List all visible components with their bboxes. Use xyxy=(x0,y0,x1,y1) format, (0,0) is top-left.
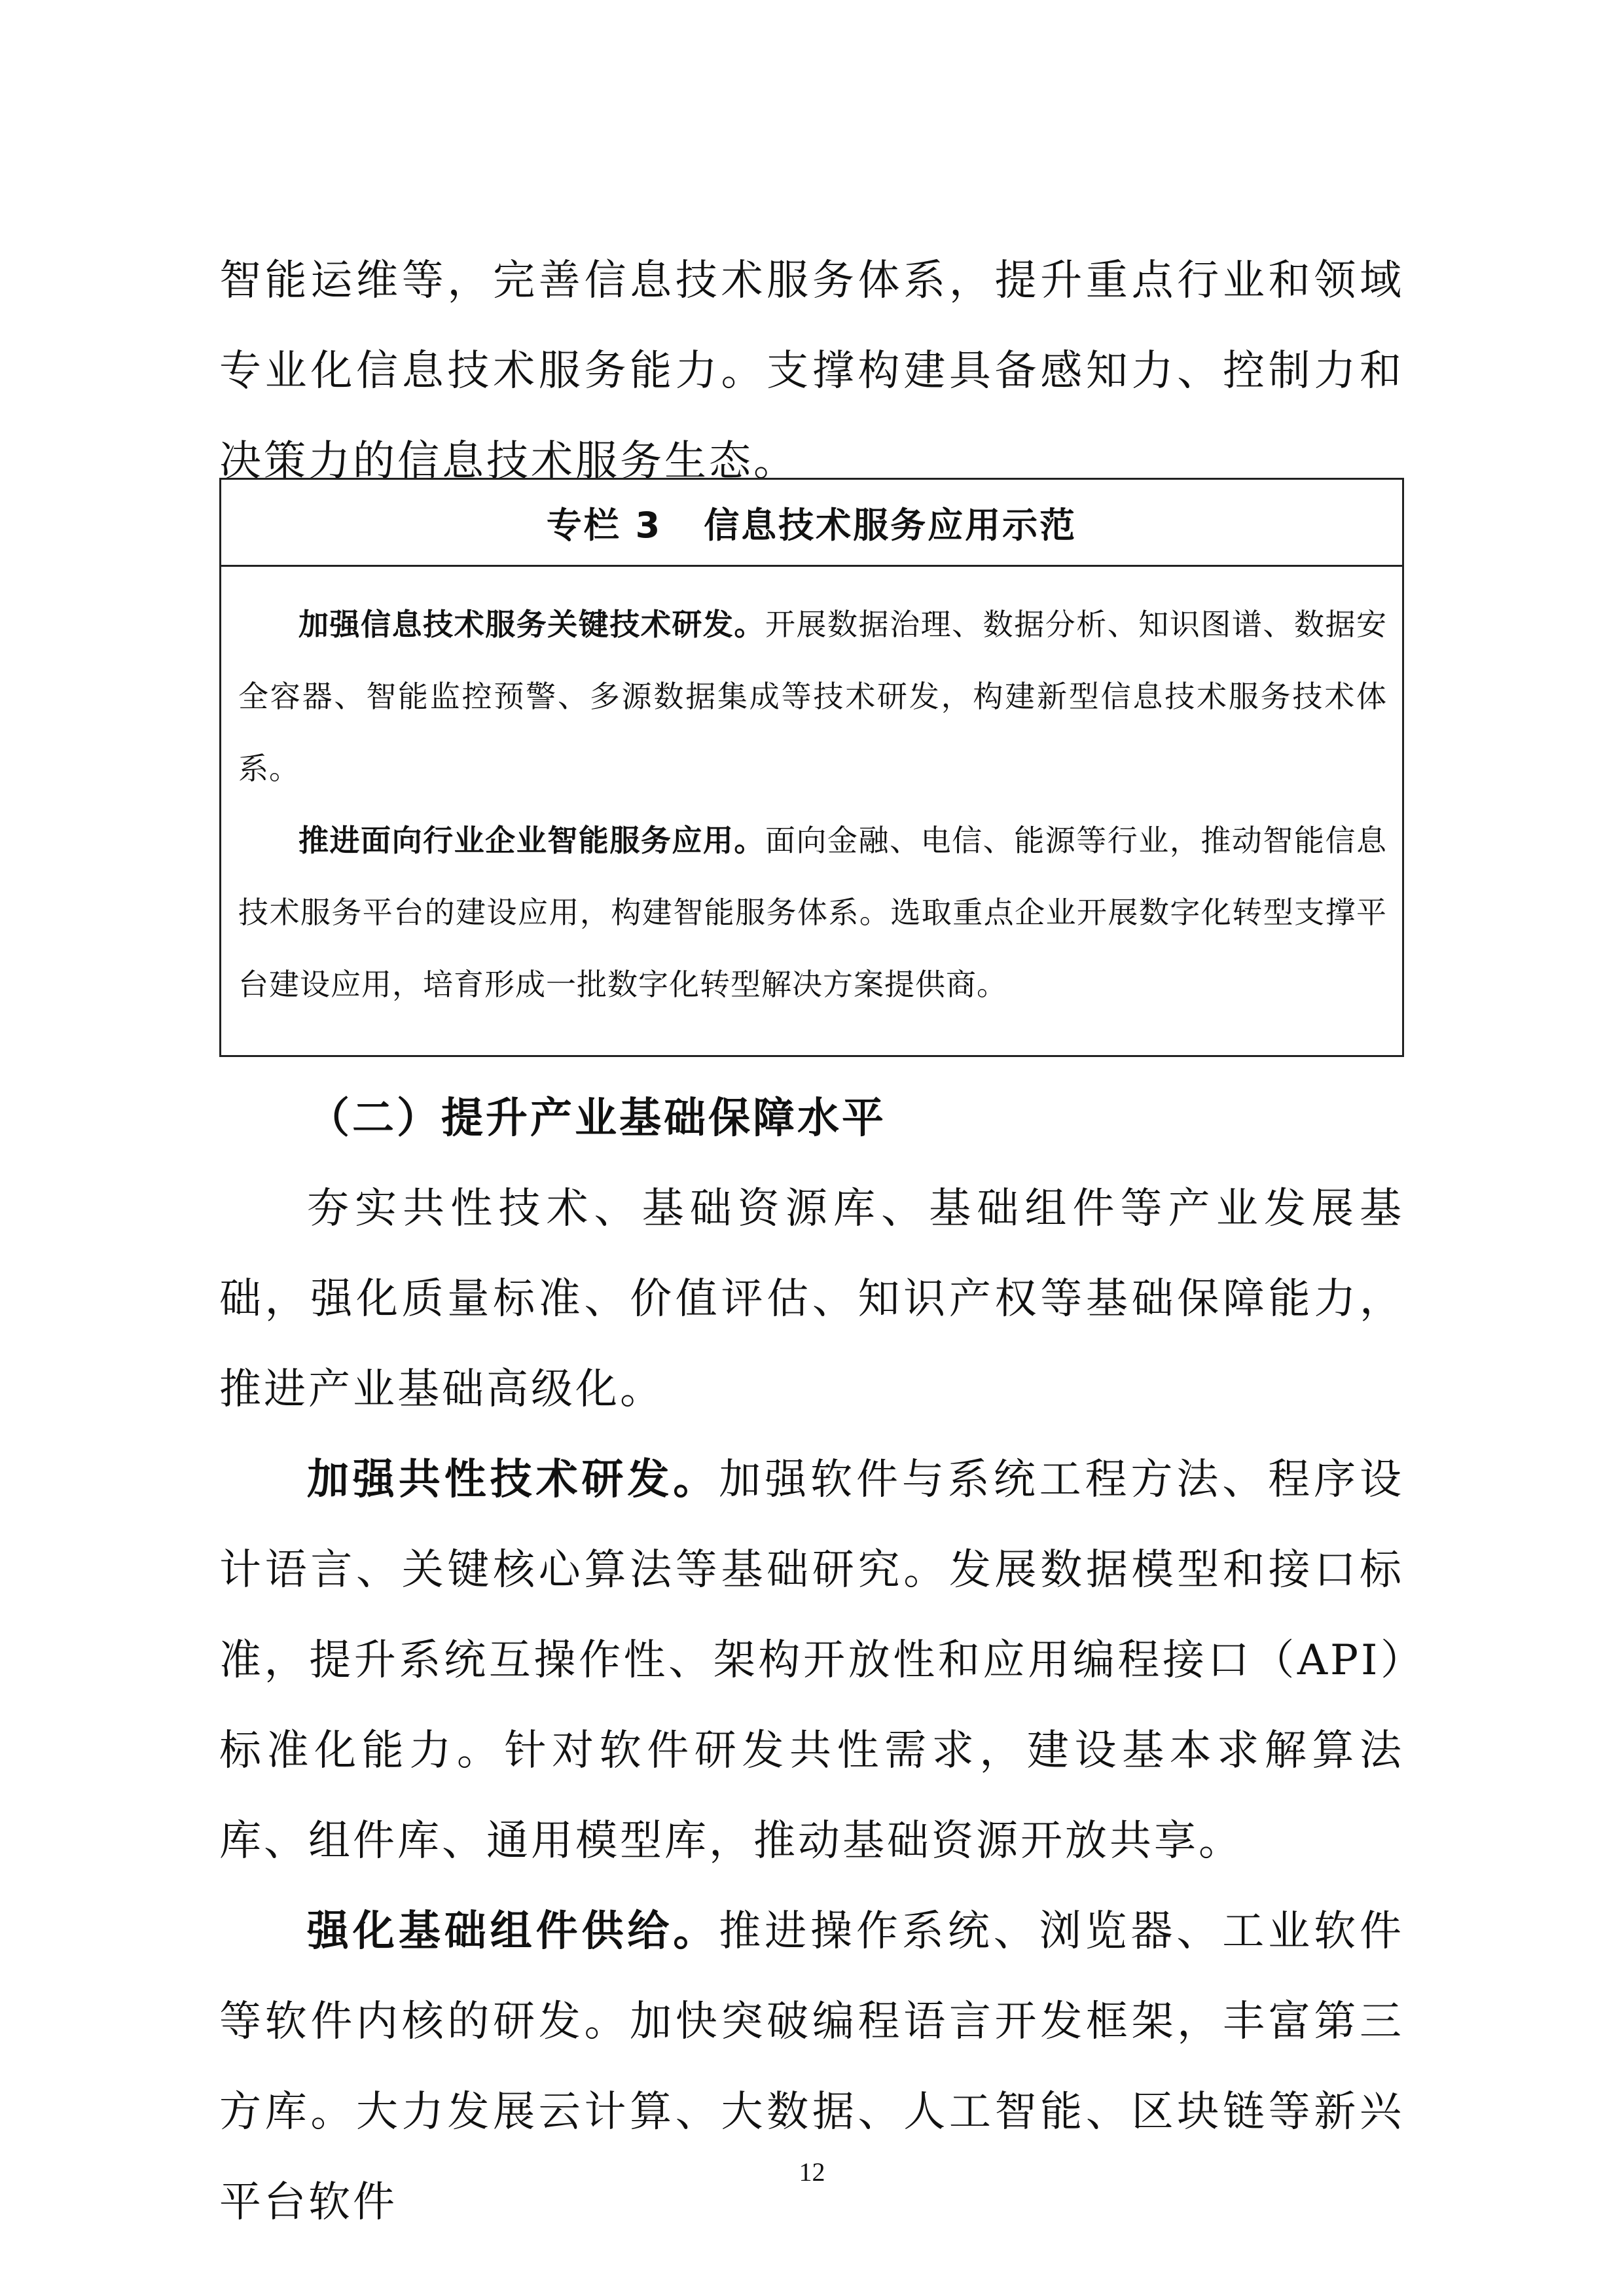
column-box xyxy=(219,478,1404,1057)
column-item-head: 加强信息技术服务关键技术研发。 xyxy=(298,607,765,642)
paragraph-body-text: 推进操作系统、浏览器、工业软件等软件内核的研发。加快突破编程语言开发框架，丰富第三方库。大力发展云计算、大数据、人工智能、区块链等新兴平台软件 xyxy=(219,1907,1404,2227)
column-title-bar xyxy=(221,480,1402,567)
column-item xyxy=(238,804,1387,1020)
column-item-body: 面向金融、电信、能源等行业，推动智能信息技术服务平台的建设应用，构建智能服务体系。选取重点企业开展数字化转型支撑平台建设应用，培育形成一批数字化转型解决方案提供商。 xyxy=(238,823,1388,1002)
column-title: 信息技术服务应用示范 xyxy=(704,504,1077,546)
column-item xyxy=(238,588,1387,804)
column-label: 专栏 3 xyxy=(546,504,662,546)
paragraph-common-tech xyxy=(219,1435,1404,1886)
paragraph-intro: 智能运维等，完善信息技术服务体系，提升重点行业和领域专业化信息技术服务能力。支撑构建具备感知力、控制力和决策力的信息技术服务生态。 xyxy=(219,257,1404,486)
column-item-body: 开展数据治理、数据分析、知识图谱、数据安全容器、智能监控预警、多源数据集成等技术研发，构建新型信息技术服务技术体系。 xyxy=(238,607,1388,786)
paragraph-lead-phrase: 加强共性技术研发。 xyxy=(307,1455,719,1504)
paragraph-components xyxy=(219,1886,1404,2248)
column-item-head: 推进面向行业企业智能服务应用。 xyxy=(298,823,765,858)
paragraph-section-lead: 夯实共性技术、基础资源库、基础组件等产业发展基础，强化质量标准、价值评估、知识产权等基础保障能力，推进产业基础高级化。 xyxy=(219,1185,1404,1414)
page-number: 12 xyxy=(799,2157,825,2187)
section-heading: （二）提升产业基础保障水平 xyxy=(308,1094,886,1143)
paragraph-lead-phrase: 强化基础组件供给。 xyxy=(307,1907,719,1956)
paragraph-body-text: 加强软件与系统工程方法、程序设计语言、关键核心算法等基础研究。发展数据模型和接口标准，提升系统互操作性、架构开放性和应用编程接口（API）标准化能力。针对软件研发共性需求，建设基本求解算法库、组件库、通用模型库，推动基础资源开放共享。 xyxy=(219,1456,1404,1865)
column-body xyxy=(238,588,1387,1020)
